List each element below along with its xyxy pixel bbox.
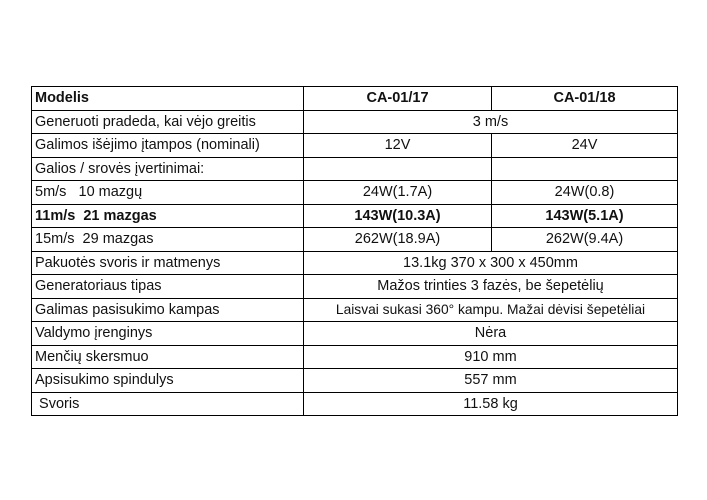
- table-row: [32, 322, 678, 346]
- row-label: Generuoti pradeda, kai vėjo greitis: [32, 110, 304, 134]
- row-value: Nėra: [304, 322, 678, 346]
- row-empty-b: [492, 157, 678, 181]
- row-label: 15m/s 29 mazgas: [32, 228, 304, 252]
- row-value-a: 262W(18.9A): [304, 228, 492, 252]
- row-value-b: 24V: [492, 134, 678, 158]
- table-row: [32, 345, 678, 369]
- row-value-a: 24W(1.7A): [304, 181, 492, 205]
- row-value-a: 12V: [304, 134, 492, 158]
- table-row: [32, 275, 678, 299]
- header-model-a: CA-01/17: [304, 87, 492, 111]
- row-label: Menčių skersmuo: [32, 345, 304, 369]
- row-label: Apsisukimo spindulys: [32, 369, 304, 393]
- row-label: 5m/s 10 mazgų: [32, 181, 304, 205]
- row-value-b: 262W(9.4A): [492, 228, 678, 252]
- row-label: Generatoriaus tipas: [32, 275, 304, 299]
- table-row: [32, 251, 678, 275]
- row-label: Galimos išėjimo įtampos (nominali): [32, 134, 304, 158]
- row-label: Galimas pasisukimo kampas: [32, 298, 304, 322]
- table-row: [32, 204, 678, 228]
- table-row: [32, 134, 678, 158]
- row-label: Svoris: [32, 392, 304, 416]
- row-value: 910 mm: [304, 345, 678, 369]
- table-row: [32, 369, 678, 393]
- table-row: [32, 157, 678, 181]
- table-row: [32, 392, 678, 416]
- row-label: Galios / srovės įvertinimai:: [32, 157, 304, 181]
- header-label: Modelis: [32, 87, 304, 111]
- row-value: 13.1kg 370 x 300 x 450mm: [304, 251, 678, 275]
- row-value: 3 m/s: [304, 110, 678, 134]
- row-label: 11m/s 21 mazgas: [32, 204, 304, 228]
- row-empty-a: [304, 157, 492, 181]
- row-value: 557 mm: [304, 369, 678, 393]
- row-value: 11.58 kg: [304, 392, 678, 416]
- table-row: [32, 228, 678, 252]
- table-header-row: [32, 87, 678, 111]
- spec-table: [31, 86, 678, 416]
- table-row: [32, 181, 678, 205]
- row-value: Mažos trinties 3 fazės, be šepetėlių: [304, 275, 678, 299]
- table-row: [32, 298, 678, 322]
- row-value-b: 24W(0.8): [492, 181, 678, 205]
- row-value: Laisvai sukasi 360° kampu. Mažai dėvisi šepetėliai: [304, 298, 678, 322]
- row-label: Valdymo įrenginys: [32, 322, 304, 346]
- row-value-b: 143W(5.1A): [492, 204, 678, 228]
- row-value-a: 143W(10.3A): [304, 204, 492, 228]
- table-row: [32, 110, 678, 134]
- header-model-b: CA-01/18: [492, 87, 678, 111]
- row-label: Pakuotės svoris ir matmenys: [32, 251, 304, 275]
